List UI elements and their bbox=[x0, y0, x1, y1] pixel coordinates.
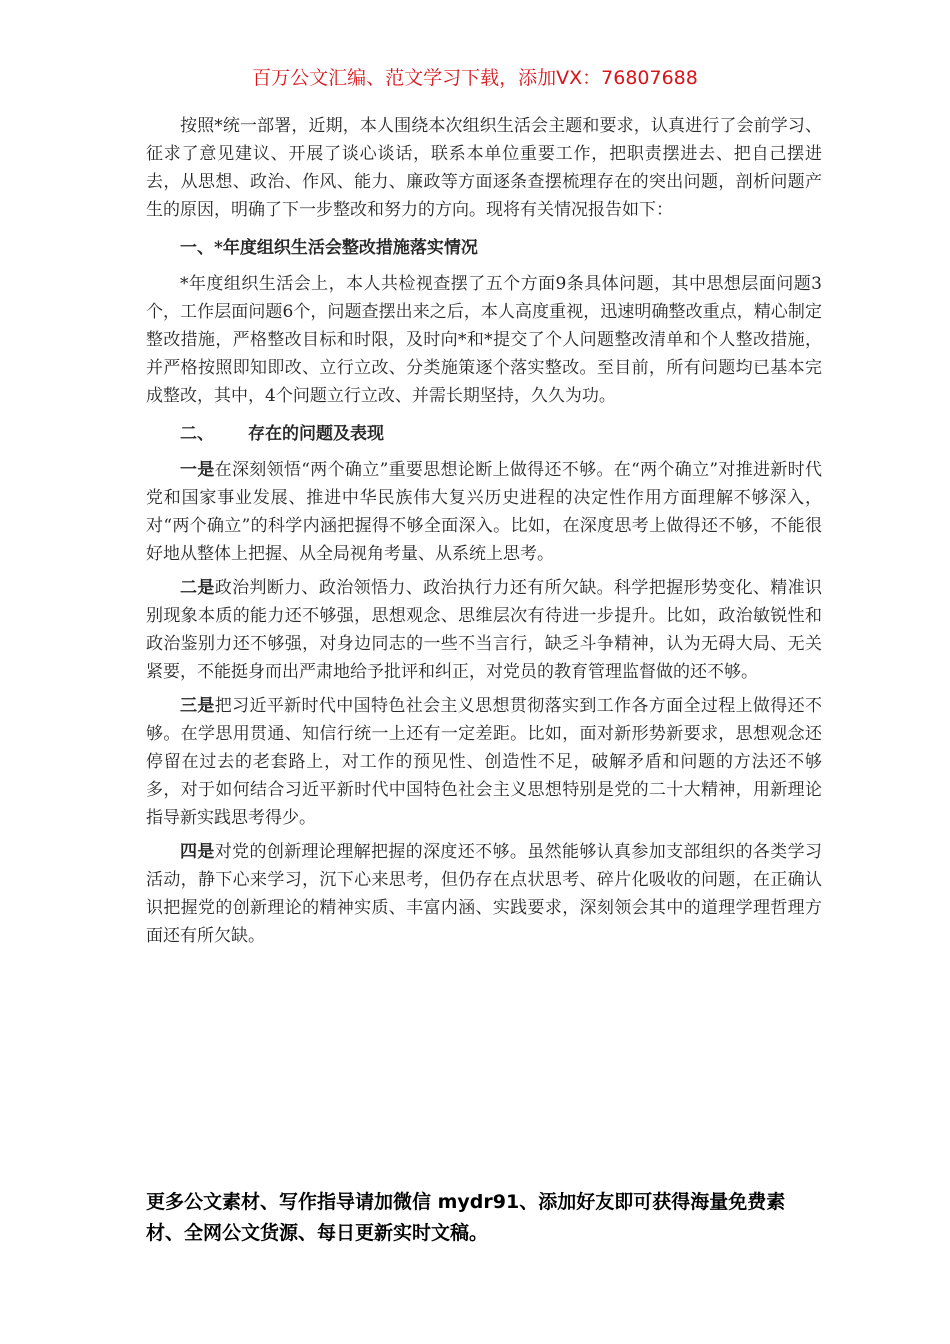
section-1-paragraph: *年度组织生活会上，本人共检视查摆了五个方面9条具体问题，其中思想层面问题3个，工作层面问题6个，问题查摆出来之后，本人高度重视，迅速明确整改重点，精心制定整改措施，严格整改目标和时限，及时向*和*提交了个人问题整改清单和个人整改措施，并严格按照即知即改、立行立改、分类施策逐个落实整改。至目前，所有问题均已基本完成整改，其中，4个问题立行立改、并需长期坚持，久久为功。 bbox=[146, 274, 822, 406]
problem-lead: 一是 bbox=[180, 460, 215, 480]
problem-paragraph-3 bbox=[146, 692, 822, 832]
problem-paragraph-2 bbox=[146, 574, 822, 686]
section-1-heading: 一、*年度组织生活会整改措施落实情况 bbox=[180, 238, 478, 258]
problem-lead: 三是 bbox=[180, 696, 215, 716]
problem-lead: 四是 bbox=[180, 842, 215, 862]
problem-text: 把习近平新时代中国特色社会主义思想贯彻落实到工作各方面全过程上做得还不够。在学思用贯通、知信行统一上还有一定差距。比如，面对新形势新要求，思想观念还停留在过去的老套路上，对工作的预见性、创造性不足，破解矛盾和问题的方法还不够多，对于如何结合习近平新时代中国特色社会主义思想特别是党的二十大精神，用新理论指导新实践思考得少。 bbox=[146, 696, 823, 828]
problem-text: 在深刻领悟“两个确立”重要思想论断上做得还不够。在“两个确立”对推进新时代党和国家事业发展、推进中华民族伟大复兴历史进程的决定性作用方面理解不够深入，对“两个确立”的科学内涵把握得不够全面深入。比如，在深度思考上做得还不够，不能很好地从整体上把握、从全局视角考量、从系统上思考。 bbox=[146, 460, 823, 564]
problem-text: 对党的创新理论理解把握的深度还不够。虽然能够认真参加支部组织的各类学习活动，静下心来学习，沉下心来思考，但仍存在点状思考、碎片化吸收的问题，在正确认识把握党的创新理论的精神实质、丰富内涵、实践要求，深刻领会其中的道理学理哲理方面还有所欠缺。 bbox=[146, 842, 823, 946]
intro-paragraph: 按照*统一部署，近期，本人围绕本次组织生活会主题和要求，认真进行了会前学习、征求了意见建议、开展了谈心谈话，联系本单位重要工作，把职责摆进去、把自己摆进去，从思想、政治、作风、能力、廉政等方面逐条查摆梳理存在的突出问题，剖析问题产生的原因，明确了下一步整改和努力的方向。现将有关情况报告如下： bbox=[146, 116, 822, 220]
document-body bbox=[146, 112, 822, 950]
section-2-heading-text: 存在的问题及表现 bbox=[248, 424, 384, 444]
section-2-heading bbox=[146, 420, 822, 448]
section-2-heading-number: 二、 bbox=[180, 424, 214, 444]
problem-text: 政治判断力、政治领悟力、政治执行力还有所欠缺。科学把握形势变化、精准识别现象本质的能力还不够强，思想观念、思维层次有待进一步提升。比如，政治敏锐性和政治鉴别力还不够强，对身边同志的一些不当言行，缺乏斗争精神，认为无碍大局、无关紧要，不能挺身而出严肃地给予批评和纠正，对党员的教育管理监督做的还不够。 bbox=[146, 578, 823, 682]
page-header: 百万公文汇编、范文学习下载，添加VX：76807688 bbox=[252, 67, 698, 89]
page-footer: 更多公文素材、写作指导请加微信 mydr91、添加好友即可获得海量免费素材、全网公文货源、每日更新实时文稿。 bbox=[146, 1191, 786, 1244]
problem-paragraph-1 bbox=[146, 456, 822, 568]
problem-paragraph-4 bbox=[146, 838, 822, 950]
problem-lead: 二是 bbox=[180, 578, 215, 598]
